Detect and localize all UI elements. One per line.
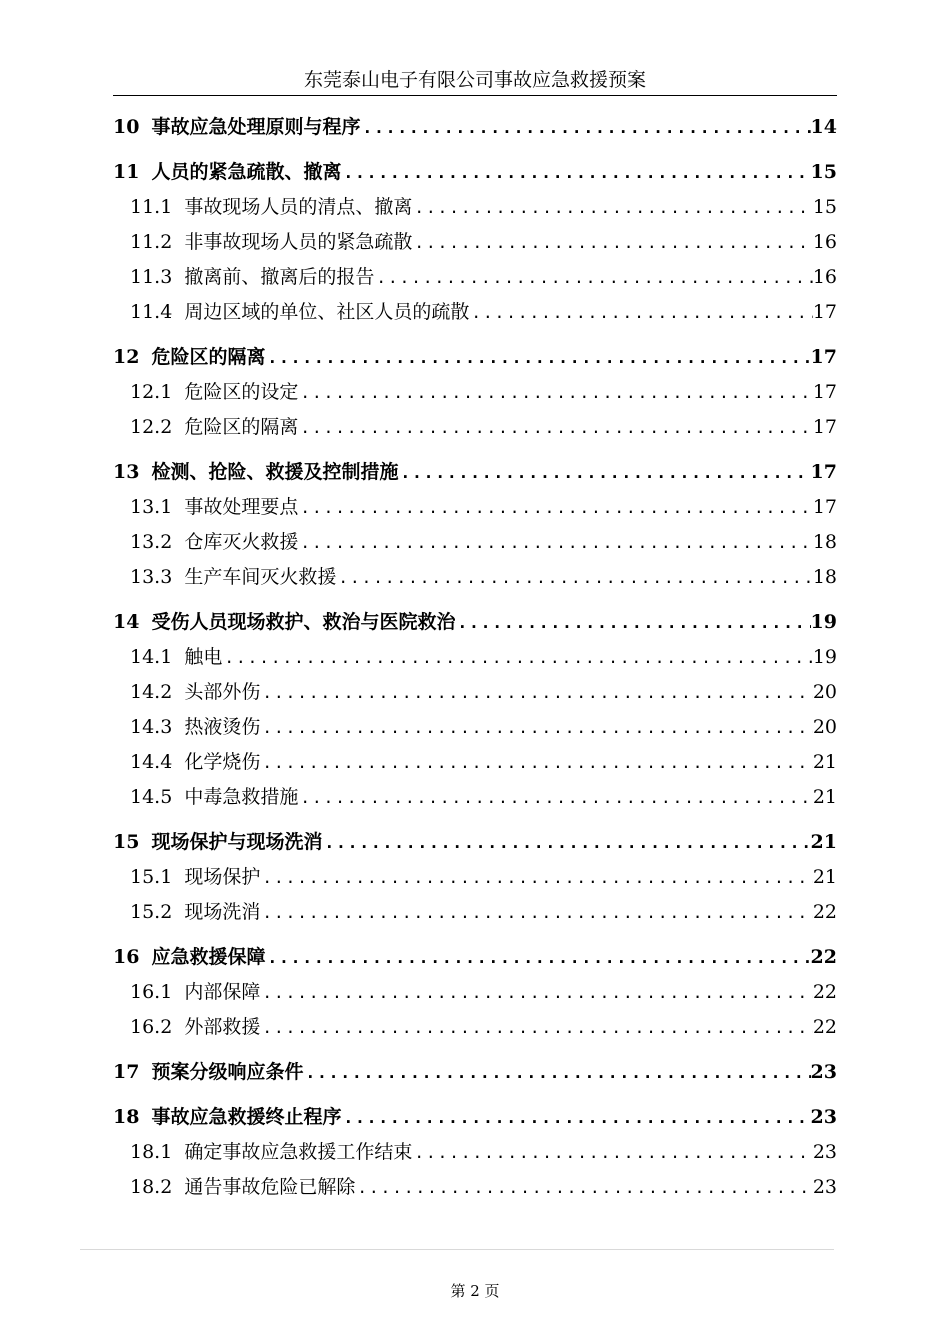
toc-entry-number: 11.1 — [130, 196, 173, 218]
toc-entry-page-number: 20 — [812, 681, 837, 703]
toc-section-entry[interactable] — [113, 410, 837, 445]
toc-entry-page-number: 22 — [810, 946, 837, 968]
page-header-title: 东莞泰山电子有限公司事故应急救援预案 — [113, 66, 837, 96]
toc-entry-page-number: 21 — [810, 831, 837, 853]
toc-entry-number: 17 — [113, 1061, 140, 1083]
toc-section-entry[interactable] — [113, 295, 837, 330]
toc-section-entry[interactable] — [113, 490, 837, 525]
toc-entry-page-number: 20 — [812, 716, 837, 738]
toc-entry-page-number: 15 — [812, 196, 837, 218]
toc-entry-title: 触电 — [184, 646, 223, 668]
toc-entry-page-number: 17 — [812, 416, 837, 438]
toc-entry-number: 16.2 — [130, 1016, 173, 1038]
toc-entry-number: 18 — [113, 1106, 140, 1128]
toc-dot-leader — [469, 295, 812, 330]
toc-section-entry[interactable] — [113, 560, 837, 595]
toc-entry-number: 11.2 — [130, 231, 173, 253]
toc-dot-leader — [336, 560, 812, 595]
toc-chapter-entry[interactable] — [113, 940, 837, 975]
toc-dot-leader — [398, 455, 810, 490]
toc-entry-title: 撤离前、撤离后的报告 — [184, 266, 375, 288]
toc-entry-number: 14.1 — [130, 646, 173, 668]
toc-section-entry[interactable] — [113, 975, 837, 1010]
toc-section-entry[interactable] — [113, 1170, 837, 1205]
toc-chapter-entry[interactable] — [113, 155, 837, 190]
toc-section-entry[interactable] — [113, 225, 837, 260]
toc-entry-title: 危险区的隔离 — [184, 416, 299, 438]
toc-entry-number: 16.1 — [130, 981, 173, 1003]
toc-entry-number: 13.2 — [130, 531, 173, 553]
toc-section-entry[interactable] — [113, 745, 837, 780]
toc-dot-leader — [298, 780, 812, 815]
toc-section-entry[interactable] — [113, 260, 837, 295]
toc-dot-leader — [260, 675, 812, 710]
toc-entry-page-number: 18 — [812, 566, 837, 588]
toc-dot-leader — [298, 525, 812, 560]
toc-entry-title: 检测、抢险、救援及控制措施 — [151, 461, 399, 483]
toc-entry-title: 外部救援 — [184, 1016, 261, 1038]
toc-dot-leader — [260, 860, 812, 895]
toc-entry-page-number: 21 — [812, 751, 837, 773]
toc-chapter-entry[interactable] — [113, 340, 837, 375]
toc-entry-title: 现场洗消 — [184, 901, 261, 923]
toc-dot-leader — [341, 1100, 810, 1135]
toc-entry-page-number: 22 — [812, 981, 837, 1003]
toc-entry-page-number: 21 — [812, 786, 837, 808]
toc-entry-page-number: 17 — [812, 496, 837, 518]
toc-dot-leader — [260, 1010, 812, 1045]
toc-dot-leader — [341, 155, 810, 190]
toc-dot-leader — [412, 1135, 812, 1170]
toc-entry-number: 13 — [113, 461, 140, 483]
toc-chapter-entry[interactable] — [113, 110, 837, 145]
toc-section-entry[interactable] — [113, 640, 837, 675]
toc-entry-page-number: 19 — [812, 646, 837, 668]
toc-dot-leader — [298, 490, 812, 525]
toc-entry-number: 15.2 — [130, 901, 173, 923]
toc-dot-leader — [374, 260, 812, 295]
toc-dot-leader — [260, 745, 812, 780]
toc-entry-title: 事故应急救援终止程序 — [151, 1106, 342, 1128]
toc-entry-page-number: 17 — [810, 346, 837, 368]
toc-entry-number: 12.2 — [130, 416, 173, 438]
toc-entry-number: 14.2 — [130, 681, 173, 703]
toc-dot-leader — [265, 340, 810, 375]
toc-dot-leader — [222, 640, 812, 675]
toc-entry-number: 11 — [113, 161, 140, 183]
toc-entry-title: 确定事故应急救援工作结束 — [184, 1141, 413, 1163]
toc-entry-number: 14.4 — [130, 751, 173, 773]
toc-dot-leader — [298, 410, 812, 445]
toc-section-entry[interactable] — [113, 1135, 837, 1170]
toc-chapter-entry[interactable] — [113, 1055, 837, 1090]
toc-dot-leader — [355, 1170, 812, 1205]
toc-section-entry[interactable] — [113, 710, 837, 745]
toc-entry-title: 受伤人员现场救护、救治与医院救治 — [151, 611, 456, 633]
toc-entry-title: 现场保护与现场洗消 — [151, 831, 323, 853]
toc-dot-leader — [412, 225, 812, 260]
toc-entry-number: 14 — [113, 611, 140, 633]
toc-entry-page-number: 23 — [810, 1061, 837, 1083]
toc-entry-number: 18.1 — [130, 1141, 173, 1163]
toc-entry-page-number: 17 — [812, 381, 837, 403]
toc-entry-title: 周边区域的单位、社区人员的疏散 — [184, 301, 470, 323]
toc-entry-number: 13.1 — [130, 496, 173, 518]
toc-entry-page-number: 15 — [810, 161, 837, 183]
toc-entry-title: 危险区的设定 — [184, 381, 299, 403]
toc-entry-title: 非事故现场人员的紧急疏散 — [184, 231, 413, 253]
toc-entry-number: 14.5 — [130, 786, 173, 808]
toc-entry-page-number: 22 — [812, 1016, 837, 1038]
toc-entry-title: 内部保障 — [184, 981, 261, 1003]
toc-entry-title: 应急救援保障 — [151, 946, 266, 968]
toc-entry-page-number: 16 — [812, 266, 837, 288]
toc-entry-number: 16 — [113, 946, 140, 968]
toc-entry-page-number: 22 — [812, 901, 837, 923]
toc-entry-title: 生产车间灭火救援 — [184, 566, 337, 588]
toc-entry-page-number: 17 — [812, 301, 837, 323]
toc-entry-page-number: 19 — [810, 611, 837, 633]
toc-entry-title: 事故应急处理原则与程序 — [151, 116, 361, 138]
toc-section-entry[interactable] — [113, 375, 837, 410]
toc-entry-page-number: 18 — [812, 531, 837, 553]
toc-chapter-entry[interactable] — [113, 1100, 837, 1135]
toc-entry-page-number: 17 — [810, 461, 837, 483]
toc-entry-title: 事故现场人员的清点、撤离 — [184, 196, 413, 218]
toc-entry-number: 11.3 — [130, 266, 173, 288]
toc-entry-title: 头部外伤 — [184, 681, 261, 703]
toc-section-entry[interactable] — [113, 860, 837, 895]
toc-entry-page-number: 14 — [810, 116, 837, 138]
toc-entry-number: 18.2 — [130, 1176, 173, 1198]
toc-entry-title: 热液烫伤 — [184, 716, 261, 738]
toc-dot-leader — [360, 110, 810, 145]
toc-entry-page-number: 23 — [812, 1141, 837, 1163]
toc-section-entry[interactable] — [113, 895, 837, 930]
toc-entry-title: 仓库灭火救援 — [184, 531, 299, 553]
toc-entry-page-number: 23 — [810, 1106, 837, 1128]
toc-dot-leader — [260, 975, 812, 1010]
toc-dot-leader — [260, 710, 812, 745]
toc-dot-leader — [455, 605, 810, 640]
page-number: 第 2 页 — [450, 1282, 500, 1300]
toc-entry-number: 10 — [113, 116, 140, 138]
toc-entry-number: 15.1 — [130, 866, 173, 888]
toc-section-entry[interactable] — [113, 780, 837, 815]
toc-entry-page-number: 16 — [812, 231, 837, 253]
toc-dot-leader — [298, 375, 812, 410]
toc-dot-leader — [412, 190, 812, 225]
table-of-contents — [113, 110, 837, 1205]
toc-entry-title: 预案分级响应条件 — [151, 1061, 304, 1083]
toc-section-entry[interactable] — [113, 1010, 837, 1045]
toc-dot-leader — [260, 895, 812, 930]
toc-chapter-entry[interactable] — [113, 605, 837, 640]
toc-entry-title: 通告事故危险已解除 — [184, 1176, 356, 1198]
toc-entry-page-number: 21 — [812, 866, 837, 888]
toc-entry-number: 12.1 — [130, 381, 173, 403]
toc-entry-title: 危险区的隔离 — [151, 346, 266, 368]
footer-divider — [80, 1249, 834, 1250]
toc-entry-number: 11.4 — [130, 301, 173, 323]
toc-chapter-entry[interactable] — [113, 455, 837, 490]
toc-entry-page-number: 23 — [812, 1176, 837, 1198]
toc-entry-number: 13.3 — [130, 566, 173, 588]
toc-entry-number: 15 — [113, 831, 140, 853]
toc-entry-title: 人员的紧急疏散、撤离 — [151, 161, 342, 183]
toc-section-entry[interactable] — [113, 525, 837, 560]
toc-entry-title: 现场保护 — [184, 866, 261, 888]
toc-entry-number: 12 — [113, 346, 140, 368]
toc-entry-title: 化学烧伤 — [184, 751, 261, 773]
toc-dot-leader — [265, 940, 810, 975]
toc-section-entry[interactable] — [113, 675, 837, 710]
toc-entry-title: 中毒急救措施 — [184, 786, 299, 808]
toc-chapter-entry[interactable] — [113, 825, 837, 860]
toc-entry-title: 事故处理要点 — [184, 496, 299, 518]
toc-dot-leader — [303, 1055, 810, 1090]
toc-section-entry[interactable] — [113, 190, 837, 225]
toc-dot-leader — [322, 825, 810, 860]
toc-entry-number: 14.3 — [130, 716, 173, 738]
